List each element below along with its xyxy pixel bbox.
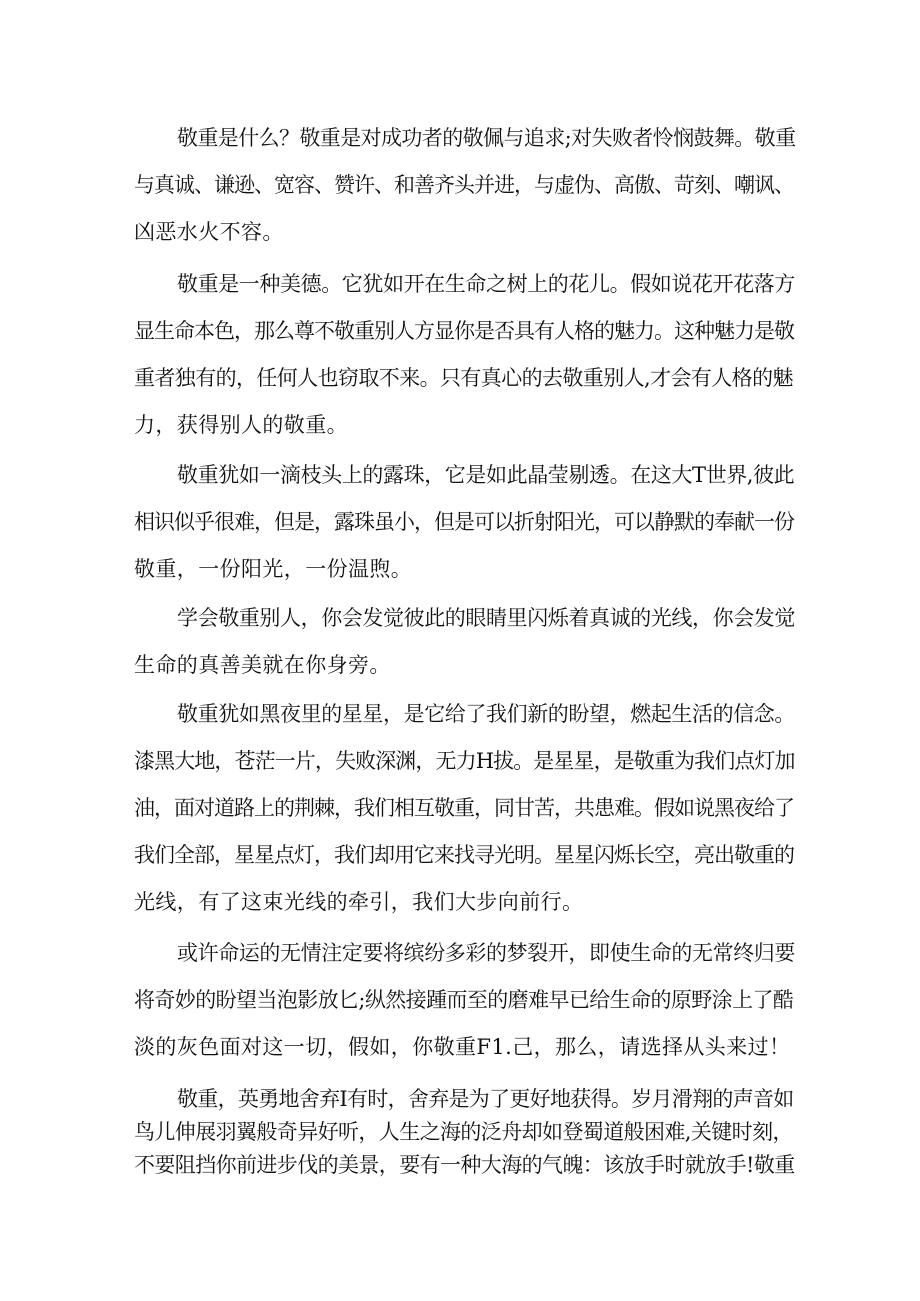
paragraph-3 bbox=[134, 452, 794, 593]
paragraph-line: 显生命本色，那么尊不敬重别人方显你是否具有人格的魅力。这种魅力是敬 bbox=[134, 319, 794, 343]
paragraph-7 bbox=[134, 1083, 794, 1182]
paragraph-6 bbox=[134, 930, 794, 1071]
paragraph-1 bbox=[134, 115, 794, 256]
paragraph-line: 鸟儿伸展羽翼般奇异好听，人生之海的泛舟却如登蜀道般困难,关键时刻， bbox=[134, 1120, 793, 1144]
paragraph-line: 将奇妙的盼望当泡影放匕;纵然接踵而至的磨难早已给生命的原野涂上了酷 bbox=[134, 988, 794, 1012]
paragraph-line: 学会敬重别人，你会发觉彼此的眼睛里闪烁着真诚的光线，你会发觉 bbox=[177, 606, 795, 630]
paragraph-2 bbox=[134, 261, 794, 449]
paragraph-line: 与真诚、谦逊、宽容、赞许、和善齐头并进，与虚伪、高傲、苛刻、嘲讽、 bbox=[134, 173, 794, 197]
paragraph-5 bbox=[134, 691, 794, 926]
paragraph-line: 或许命运的无情注定要将缤纷多彩的梦裂开，即使生命的无常终归要 bbox=[177, 941, 795, 965]
paragraph-line: 淡的灰色面对这一切，假如，你敬重F1.己，那么，请选择从头来过！ bbox=[134, 1035, 791, 1059]
paragraph-line: 力，获得别人的敬重。 bbox=[134, 413, 348, 437]
paragraph-line: 敬重，一份阳光，一份温煦。 bbox=[134, 557, 413, 581]
paragraph-line: 我们全部，星星点灯，我们却用它来找寻光明。星星闪烁长空，亮出敬重的 bbox=[134, 843, 794, 867]
paragraph-line: 相识似乎很难，但是，露珠虽小，但是可以折射阳光，可以静默的奉献一份 bbox=[134, 510, 794, 534]
paragraph-line: 敬重，英勇地舍弃I有时，舍弃是为了更好地获得。岁月滑翔的声音如 bbox=[177, 1087, 794, 1111]
paragraph-line: 敬重犹如黑夜里的星星，是它给了我们新的盼望，燃起生活的信念。 bbox=[177, 702, 795, 726]
paragraph-line: 敬重是一种美德。它犹如开在生命之树上的花儿。假如说花开花落方 bbox=[177, 272, 795, 296]
paragraph-line: 敬重是什么？敬重是对成功者的敬佩与追求;对失败者怜悯鼓舞。敬重 bbox=[177, 126, 796, 150]
paragraph-line: 漆黑大地，苍茫一片，失败深渊，无力H拔。是星星，是敬重为我们点灯加 bbox=[134, 749, 795, 773]
paragraph-line: 凶恶水火不容。 bbox=[134, 220, 284, 244]
paragraph-line: 不要阻挡你前进步伐的美景，要有一种大海的气魄：该放手时就放手!敬重 bbox=[134, 1153, 795, 1177]
paragraph-line: 油，面对道路上的荆棘，我们相互敬重，同甘苦，共患难。假如说黑夜给了 bbox=[134, 796, 794, 820]
paragraph-line: 光线，有了这束光线的牵引，我们大步向前行。 bbox=[134, 890, 584, 914]
paragraph-4 bbox=[134, 595, 794, 689]
paragraph-line: 生命的真善美就在你身旁。 bbox=[134, 653, 391, 677]
paragraph-line: 敬重犹如一滴枝头上的露珠，它是如此晶莹剔透。在这大T世界,彼此 bbox=[177, 463, 795, 487]
paragraph-line: 重者独有的，任何人也窃取不来。只有真心的去敬重别人,才会有人格的魅 bbox=[134, 366, 793, 390]
